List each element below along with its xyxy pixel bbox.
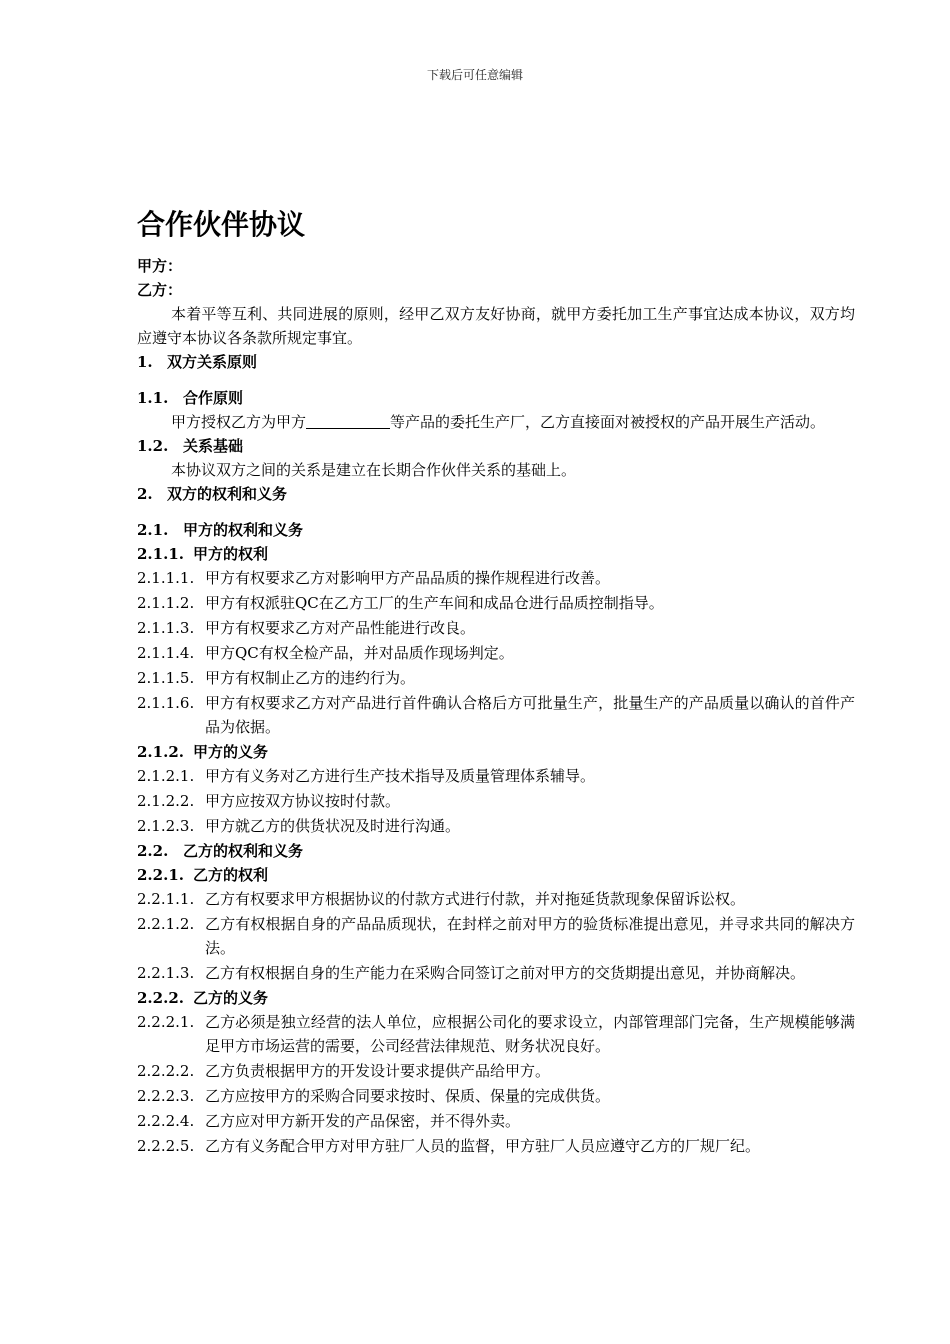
list-item bbox=[137, 1084, 855, 1108]
item-number: 2.1.1.3. bbox=[137, 619, 195, 637]
section-2-2-2-heading bbox=[137, 986, 855, 1010]
list-2-1-2 bbox=[137, 764, 855, 838]
section-number: 1.1. bbox=[137, 389, 169, 407]
item-text: 甲方应按双方协议按时付款。 bbox=[205, 792, 401, 810]
list-item bbox=[137, 666, 855, 690]
party-b-label: 乙方： bbox=[137, 281, 183, 299]
section-2-1-2-heading bbox=[137, 740, 855, 764]
item-text: 乙方有义务配合甲方对甲方驻厂人员的监督，甲方驻厂人员应遵守乙方的厂规厂纪。 bbox=[205, 1137, 761, 1155]
item-number: 2.2.1.3. bbox=[137, 964, 195, 982]
item-number: 2.1.1.6. bbox=[137, 694, 195, 712]
section-number: 2.1.2. bbox=[137, 743, 184, 761]
list-item bbox=[137, 1134, 855, 1158]
section-number: 2.2.2. bbox=[137, 989, 184, 1007]
item-number: 2.2.1.1. bbox=[137, 890, 195, 908]
section-1-1-heading bbox=[137, 386, 855, 410]
list-item bbox=[137, 641, 855, 665]
section-number: 2.2.1. bbox=[137, 866, 184, 884]
item-number: 2.1.1.1. bbox=[137, 569, 195, 587]
item-text: 乙方必须是独立经营的法人单位，应根据公司化的要求设立，内部管理部门完备，生产规模能够满足甲方市场运营的需要，公司经营法律规范、财务状况良好。 bbox=[205, 1013, 855, 1055]
blank-line bbox=[306, 412, 390, 429]
list-item bbox=[137, 591, 855, 615]
party-a-label: 甲方： bbox=[137, 257, 183, 275]
item-number: 2.1.1.2. bbox=[137, 594, 195, 612]
section-1-2-paragraph: 本协议双方之间的关系是建立在长期合作伙伴关系的基础上。 bbox=[171, 461, 577, 479]
text-part: 甲方授权乙方为甲方 bbox=[171, 413, 307, 431]
item-number: 2.2.2.1. bbox=[137, 1013, 195, 1031]
section-number: 2.1.1. bbox=[137, 545, 184, 563]
list-item bbox=[137, 691, 855, 739]
section-title: 甲方的义务 bbox=[193, 743, 269, 761]
item-text: 乙方应按甲方的采购合同要求按时、保质、保量的完成供货。 bbox=[205, 1087, 611, 1105]
list-item bbox=[137, 887, 855, 911]
list-item bbox=[137, 1010, 855, 1058]
list-item bbox=[137, 764, 855, 788]
item-number: 2.2.2.5. bbox=[137, 1137, 195, 1155]
section-title: 甲方的权利和义务 bbox=[183, 521, 304, 539]
list-item bbox=[137, 1059, 855, 1083]
section-number: 2. bbox=[137, 485, 153, 503]
item-text: 甲方有义务对乙方进行生产技术指导及质量管理体系辅导。 bbox=[205, 767, 596, 785]
item-text: 乙方有权要求甲方根据协议的付款方式进行付款，并对拖延货款现象保留诉讼权。 bbox=[205, 890, 746, 908]
item-text: 乙方负责根据甲方的开发设计要求提供产品给甲方。 bbox=[205, 1062, 551, 1080]
list-2-2-1 bbox=[137, 887, 855, 985]
intro-paragraph: 本着平等互利、共同进展的原则，经甲乙双方友好协商，就甲方委托加工生产事宜达成本协议，双方均应遵守本协议各条款所规定事宜。 bbox=[137, 305, 855, 347]
document-body bbox=[137, 206, 855, 1159]
section-number: 2.1. bbox=[137, 521, 169, 539]
item-number: 2.1.1.4. bbox=[137, 644, 195, 662]
list-item bbox=[137, 961, 855, 985]
section-title: 乙方的义务 bbox=[193, 989, 269, 1007]
item-number: 2.2.1.2. bbox=[137, 915, 195, 933]
section-number: 2.2. bbox=[137, 842, 169, 860]
list-item bbox=[137, 814, 855, 838]
section-number: 1. bbox=[137, 353, 153, 371]
item-number: 2.2.2.2. bbox=[137, 1062, 195, 1080]
header-note: 下载后可任意编辑 bbox=[426, 68, 523, 82]
list-item bbox=[137, 789, 855, 813]
section-number: 1.2. bbox=[137, 437, 169, 455]
item-text: 甲方有权派驻QC在乙方工厂的生产车间和成品仓进行品质控制指导。 bbox=[205, 594, 664, 612]
section-2-1-1-heading bbox=[137, 542, 855, 566]
list-item bbox=[137, 1109, 855, 1133]
section-1-heading bbox=[137, 350, 855, 374]
item-text: 甲方就乙方的供货状况及时进行沟通。 bbox=[205, 817, 461, 835]
item-number: 2.1.1.5. bbox=[137, 669, 195, 687]
section-title: 双方的权利和义务 bbox=[167, 485, 288, 503]
list-item bbox=[137, 616, 855, 640]
item-text: 乙方有权根据自身的产品品质现状，在封样之前对甲方的验货标准提出意见，并寻求共同的解决方法。 bbox=[205, 915, 855, 957]
section-title: 合作原则 bbox=[183, 389, 244, 407]
item-text: 甲方有权要求乙方对产品性能进行改良。 bbox=[205, 619, 476, 637]
section-title: 乙方的权利和义务 bbox=[183, 842, 304, 860]
item-text: 甲方有权要求乙方对影响甲方产品品质的操作规程进行改善。 bbox=[205, 569, 611, 587]
item-number: 2.1.2.1. bbox=[137, 767, 195, 785]
section-2-2-heading bbox=[137, 839, 855, 863]
section-2-2-1-heading bbox=[137, 863, 855, 887]
item-text: 甲方有权要求乙方对产品进行首件确认合格后方可批量生产，批量生产的产品质量以确认的首件产品为依据。 bbox=[205, 694, 855, 736]
item-number: 2.1.2.2. bbox=[137, 792, 195, 810]
item-text: 甲方QC有权全检产品，并对品质作现场判定。 bbox=[205, 644, 514, 662]
section-title: 甲方的权利 bbox=[193, 545, 269, 563]
list-item bbox=[137, 912, 855, 960]
text-part: 等产品的委托生产厂，乙方直接面对被授权的产品开展生产活动。 bbox=[390, 413, 826, 431]
section-title: 双方关系原则 bbox=[167, 353, 258, 371]
item-text: 甲方有权制止乙方的违约行为。 bbox=[205, 669, 416, 687]
item-text: 乙方应对甲方新开发的产品保密，并不得外卖。 bbox=[205, 1112, 521, 1130]
section-1-2-heading bbox=[137, 434, 855, 458]
section-title: 乙方的权利 bbox=[193, 866, 269, 884]
list-2-2-2 bbox=[137, 1010, 855, 1158]
item-number: 2.2.2.3. bbox=[137, 1087, 195, 1105]
section-2-1-heading bbox=[137, 518, 855, 542]
section-1-1-paragraph bbox=[137, 410, 855, 434]
document-title: 合作伙伴协议 bbox=[137, 208, 306, 241]
section-title: 关系基础 bbox=[183, 437, 244, 455]
item-text: 乙方有权根据自身的生产能力在采购合同签订之前对甲方的交货期提出意见，并协商解决。 bbox=[205, 964, 806, 982]
list-2-1-1 bbox=[137, 566, 855, 739]
list-item bbox=[137, 566, 855, 590]
item-number: 2.2.2.4. bbox=[137, 1112, 195, 1130]
section-2-heading bbox=[137, 482, 855, 506]
item-number: 2.1.2.3. bbox=[137, 817, 195, 835]
